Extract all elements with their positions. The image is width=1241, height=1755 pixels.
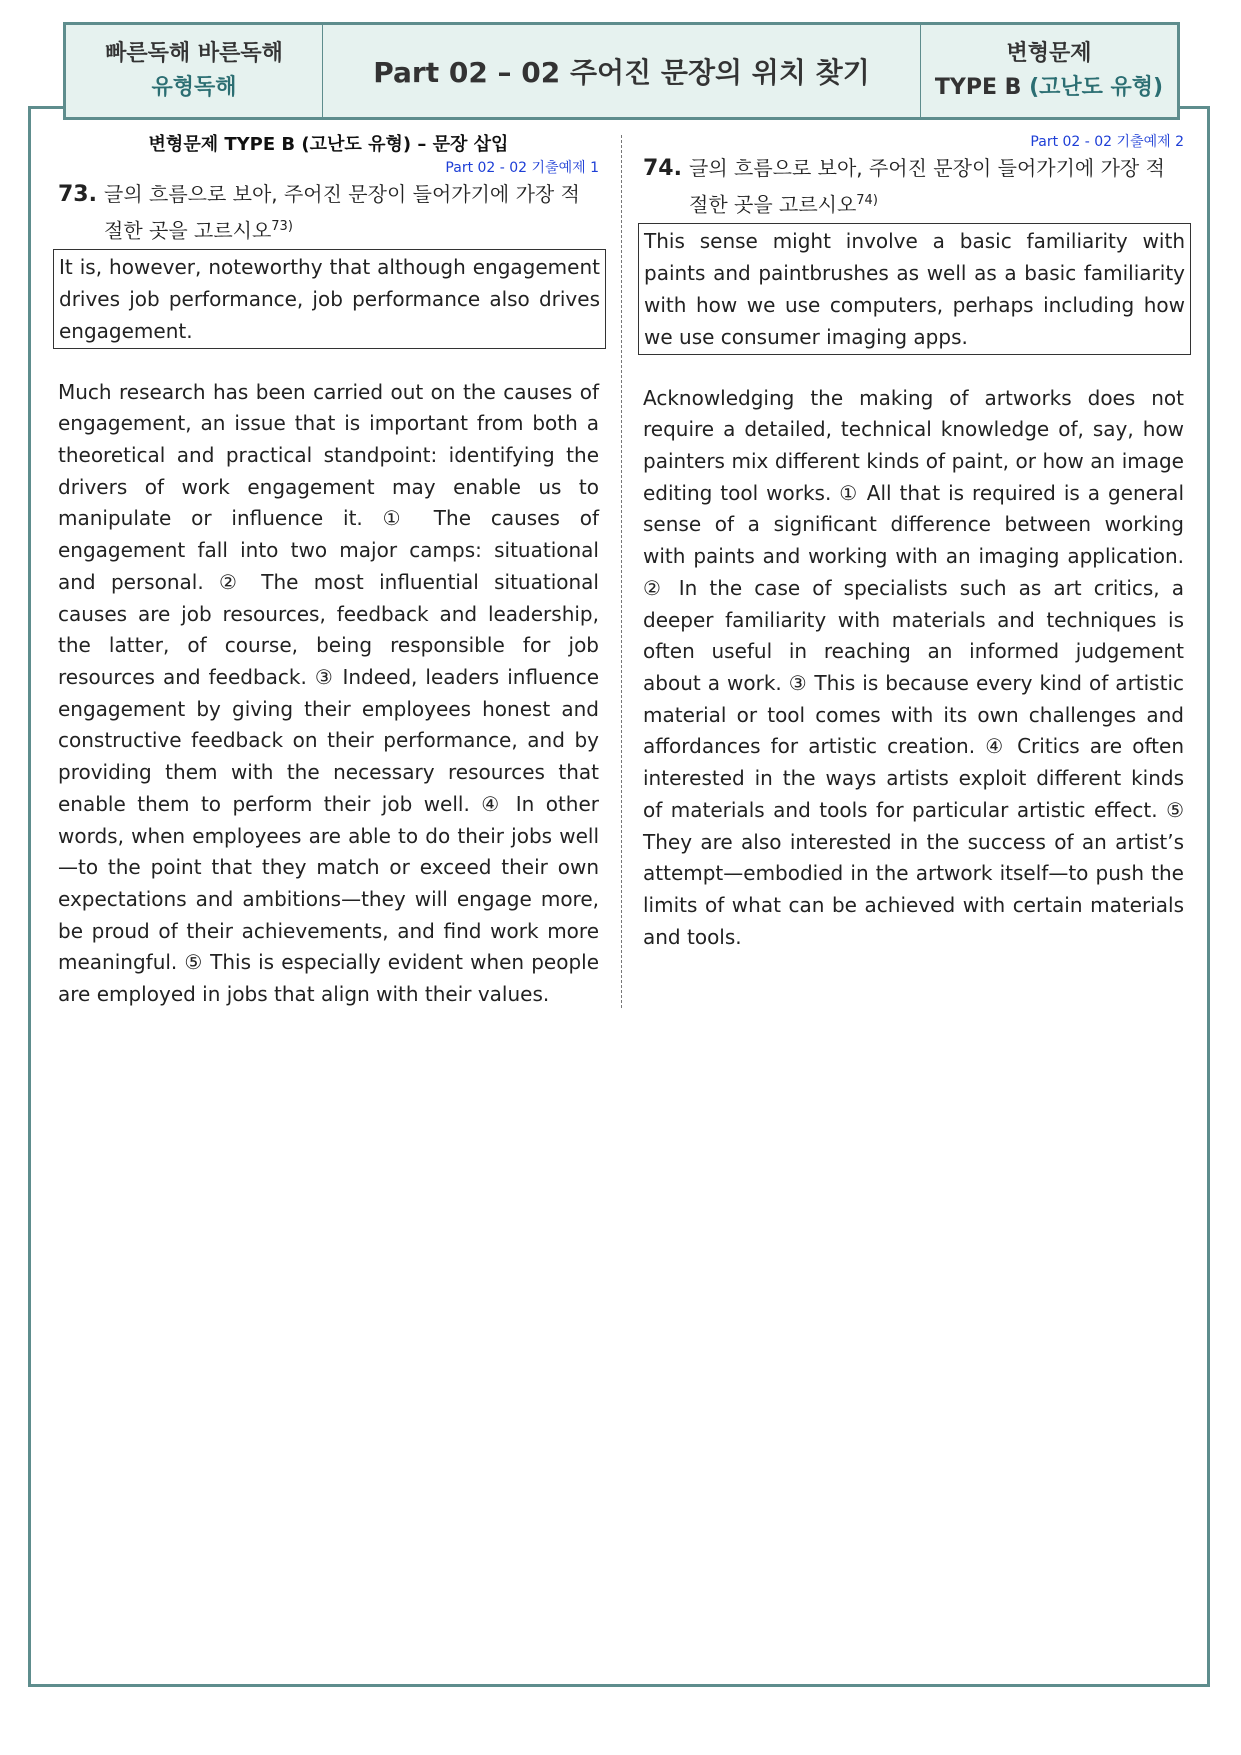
question-number: 73. <box>58 182 97 207</box>
question-number: 74. <box>643 156 682 181</box>
question-source: Part 02 - 02 기출예제 2 <box>1030 134 1184 150</box>
footnote-marker: 73) <box>271 219 293 234</box>
header-type-label: 변형문제 <box>1006 41 1092 66</box>
page-title: Part 02 – 02 주어진 문장의 위치 찾기 <box>373 56 870 89</box>
right-column <box>643 132 1184 953</box>
question-source: Part 02 - 02 기출예제 1 <box>445 160 599 176</box>
left-column <box>58 132 599 1011</box>
question-prompt <box>58 178 599 247</box>
given-sentence-box: This sense might involve a basic familiarity with paints and paintbrushes as well as a basic familiarity with how we use computers, perhaps including how we use consumer imaging apps. <box>638 223 1191 355</box>
header-right-cell <box>921 25 1177 117</box>
passage-text: Acknowledging the making of artworks does not require a detailed, technical knowledge of, say, how painters mix different kinds of paint, or how an image editing tool works. ① All that is required is a general sense of a significant difference between working with paints and working with an imaging application. ② In the case of specialists such as art critics, a deeper familiarity with materials and techniques is often useful in reaching an informed judgement about a work. ③ This is because every kind of artistic material or tool comes with its own challenges and affordances for artistic creation. ④ Critics are often interested in the ways artists exploit different kinds of materials and tools for particular artistic effect. ⑤ They are also interested in the success of an artist’s attempt—embodied in the artwork itself—to push the limits of what can be achieved with certain materials and tools. <box>643 385 1184 949</box>
given-sentence-box: It is, however, noteworthy that although engagement drives job performance, job performance also drives engagement. <box>53 249 606 349</box>
header-series-sub: 유형독해 <box>151 75 237 100</box>
question-prompt <box>643 152 1184 221</box>
header-series-name: 빠른독해 바른독해 <box>105 41 283 66</box>
header-title-cell <box>323 25 921 117</box>
column-divider <box>621 135 622 1008</box>
page-header <box>63 22 1180 120</box>
passage-text: Much research has been carried out on the causes of engagement, an issue that is important from both a theoretical and practical standpoint: identifying the drivers of work engagement may enable us to manipulate or influence it. ① The causes of engagement fall into two major camps: situational and personal. ② The most influential situational causes are job resources, feedback and leadership, the latter, of course, being responsible for job resources and feedback. ③ Indeed, leaders influence engagement by giving their employees honest and constructive feedback on their performance, and by providing them with the necessary resources that enable them to perform their job well. ④ In other words, when employees are able to do their jobs well—to the point that they match or exceed their own expectations and ambitions—they will engage more, be proud of their achievements, and find work more meaningful. ⑤ This is especially evident when people are employed in jobs that align with their values. <box>58 379 599 1007</box>
header-left-cell <box>66 25 323 117</box>
footnote-marker: 74) <box>856 193 878 208</box>
header-type-line <box>935 71 1163 105</box>
header-type-highlight: (고난도 유형) <box>1029 75 1164 100</box>
header-type-prefix: TYPE B <box>934 75 1030 100</box>
section-title: 변형문제 TYPE B (고난도 유형) – 문장 삽입 <box>148 134 509 155</box>
question-text: 글의 흐름으로 보아, 주어진 문장이 들어가기에 가장 적절한 곳을 고르시오 <box>689 156 1165 217</box>
question-text: 글의 흐름으로 보아, 주어진 문장이 들어가기에 가장 적절한 곳을 고르시오 <box>104 182 580 243</box>
